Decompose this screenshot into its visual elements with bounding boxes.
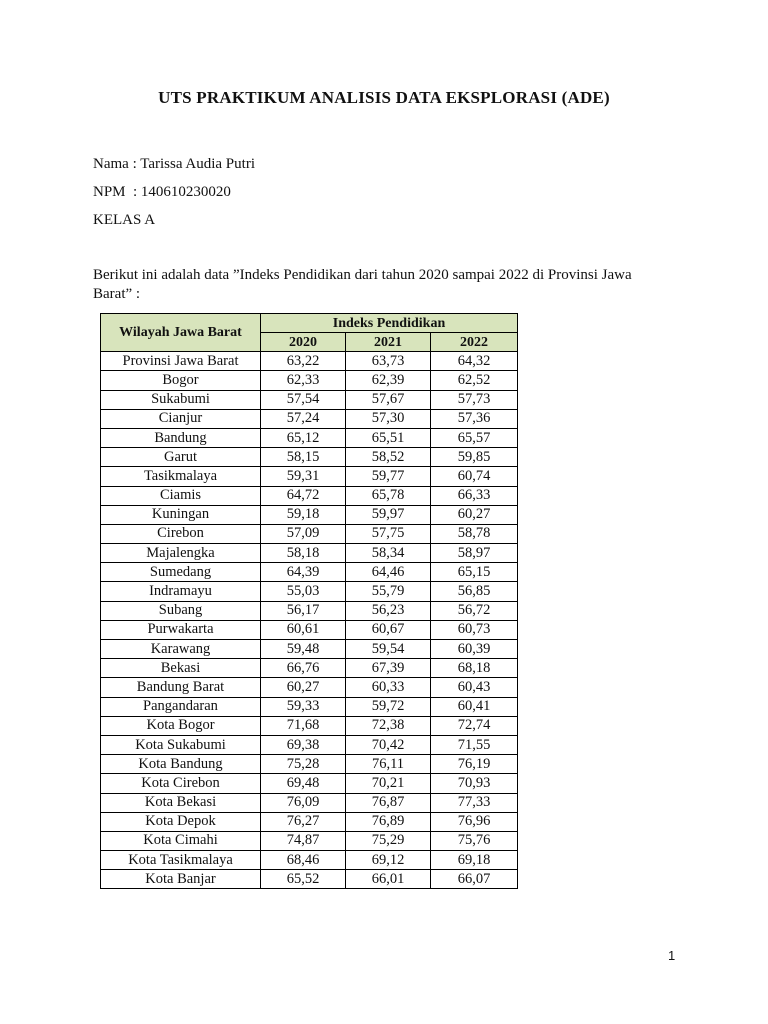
region-cell: Cianjur bbox=[101, 409, 261, 428]
value-cell: 68,46 bbox=[261, 851, 346, 870]
value-cell: 59,33 bbox=[261, 697, 346, 716]
value-cell: 69,48 bbox=[261, 774, 346, 793]
value-cell: 57,73 bbox=[431, 390, 518, 409]
value-cell: 59,97 bbox=[346, 505, 431, 524]
value-cell: 60,74 bbox=[431, 467, 518, 486]
table-row bbox=[101, 544, 518, 563]
table-row bbox=[101, 467, 518, 486]
value-cell: 55,03 bbox=[261, 582, 346, 601]
table-row bbox=[101, 486, 518, 505]
table-row bbox=[101, 524, 518, 543]
value-cell: 62,33 bbox=[261, 371, 346, 390]
table-row bbox=[101, 870, 518, 889]
region-column-header: Wilayah Jawa Barat bbox=[101, 314, 261, 352]
region-cell: Kota Cirebon bbox=[101, 774, 261, 793]
table-header-row bbox=[101, 314, 518, 333]
year-header-2022: 2022 bbox=[431, 333, 518, 352]
value-cell: 59,77 bbox=[346, 467, 431, 486]
value-cell: 64,32 bbox=[431, 352, 518, 371]
value-cell: 59,72 bbox=[346, 697, 431, 716]
value-cell: 75,76 bbox=[431, 831, 518, 850]
region-cell: Kota Sukabumi bbox=[101, 735, 261, 754]
value-cell: 77,33 bbox=[431, 793, 518, 812]
value-cell: 57,09 bbox=[261, 524, 346, 543]
student-name: Nama : Tarissa Audia Putri bbox=[93, 156, 255, 172]
value-cell: 60,61 bbox=[261, 620, 346, 639]
region-cell: Kota Bandung bbox=[101, 755, 261, 774]
value-cell: 60,67 bbox=[346, 620, 431, 639]
region-cell: Bogor bbox=[101, 371, 261, 390]
table-row bbox=[101, 505, 518, 524]
value-cell: 58,97 bbox=[431, 544, 518, 563]
region-cell: Kota Tasikmalaya bbox=[101, 851, 261, 870]
value-cell: 75,28 bbox=[261, 755, 346, 774]
value-cell: 65,15 bbox=[431, 563, 518, 582]
value-cell: 56,72 bbox=[431, 601, 518, 620]
value-cell: 65,52 bbox=[261, 870, 346, 889]
year-header-2021: 2021 bbox=[346, 333, 431, 352]
value-cell: 71,68 bbox=[261, 716, 346, 735]
value-cell: 56,23 bbox=[346, 601, 431, 620]
value-cell: 57,36 bbox=[431, 409, 518, 428]
page-number: 1 bbox=[668, 948, 676, 963]
region-cell: Kuningan bbox=[101, 505, 261, 524]
table-row bbox=[101, 601, 518, 620]
table-row bbox=[101, 831, 518, 850]
value-cell: 64,46 bbox=[346, 563, 431, 582]
value-cell: 69,18 bbox=[431, 851, 518, 870]
value-cell: 66,76 bbox=[261, 659, 346, 678]
value-cell: 65,78 bbox=[346, 486, 431, 505]
region-cell: Kota Bogor bbox=[101, 716, 261, 735]
table-row bbox=[101, 409, 518, 428]
value-cell: 76,09 bbox=[261, 793, 346, 812]
index-group-header: Indeks Pendidikan bbox=[261, 314, 518, 333]
education-index-table bbox=[100, 313, 518, 889]
region-cell: Cirebon bbox=[101, 524, 261, 543]
region-cell: Kota Banjar bbox=[101, 870, 261, 889]
value-cell: 63,73 bbox=[346, 352, 431, 371]
region-cell: Ciamis bbox=[101, 486, 261, 505]
value-cell: 66,33 bbox=[431, 486, 518, 505]
region-cell: Garut bbox=[101, 448, 261, 467]
table-row bbox=[101, 428, 518, 447]
value-cell: 69,38 bbox=[261, 735, 346, 754]
student-npm: NPM : 140610230020 bbox=[93, 184, 231, 200]
value-cell: 60,33 bbox=[346, 678, 431, 697]
value-cell: 57,75 bbox=[346, 524, 431, 543]
value-cell: 66,07 bbox=[431, 870, 518, 889]
value-cell: 64,72 bbox=[261, 486, 346, 505]
value-cell: 76,27 bbox=[261, 812, 346, 831]
value-cell: 60,73 bbox=[431, 620, 518, 639]
value-cell: 60,43 bbox=[431, 678, 518, 697]
region-cell: Bandung Barat bbox=[101, 678, 261, 697]
value-cell: 67,39 bbox=[346, 659, 431, 678]
region-cell: Provinsi Jawa Barat bbox=[101, 352, 261, 371]
value-cell: 55,79 bbox=[346, 582, 431, 601]
region-cell: Bandung bbox=[101, 428, 261, 447]
region-cell: Kota Depok bbox=[101, 812, 261, 831]
value-cell: 65,12 bbox=[261, 428, 346, 447]
table-row bbox=[101, 735, 518, 754]
region-cell: Tasikmalaya bbox=[101, 467, 261, 486]
table-row bbox=[101, 697, 518, 716]
year-header-2020: 2020 bbox=[261, 333, 346, 352]
value-cell: 70,42 bbox=[346, 735, 431, 754]
region-cell: Sumedang bbox=[101, 563, 261, 582]
value-cell: 59,48 bbox=[261, 640, 346, 659]
value-cell: 59,18 bbox=[261, 505, 346, 524]
region-cell: Kota Cimahi bbox=[101, 831, 261, 850]
table-row bbox=[101, 448, 518, 467]
value-cell: 71,55 bbox=[431, 735, 518, 754]
table-row bbox=[101, 774, 518, 793]
region-cell: Sukabumi bbox=[101, 390, 261, 409]
table-row bbox=[101, 678, 518, 697]
document-title: UTS PRAKTIKUM ANALISIS DATA EKSPLORASI (ADE) bbox=[158, 88, 610, 107]
value-cell: 58,18 bbox=[261, 544, 346, 563]
value-cell: 62,39 bbox=[346, 371, 431, 390]
value-cell: 57,67 bbox=[346, 390, 431, 409]
region-cell: Subang bbox=[101, 601, 261, 620]
intro-paragraph: Berikut ini adalah data ”Indeks Pendidikan dari tahun 2020 sampai 2022 di Provinsi Jawa Barat” : bbox=[93, 267, 632, 302]
table-row bbox=[101, 371, 518, 390]
table-row bbox=[101, 659, 518, 678]
value-cell: 76,89 bbox=[346, 812, 431, 831]
region-cell: Purwakarta bbox=[101, 620, 261, 639]
table-row bbox=[101, 640, 518, 659]
value-cell: 70,21 bbox=[346, 774, 431, 793]
student-class: KELAS A bbox=[93, 212, 156, 228]
value-cell: 76,96 bbox=[431, 812, 518, 831]
value-cell: 69,12 bbox=[346, 851, 431, 870]
value-cell: 57,30 bbox=[346, 409, 431, 428]
table-row bbox=[101, 563, 518, 582]
value-cell: 59,85 bbox=[431, 448, 518, 467]
value-cell: 59,31 bbox=[261, 467, 346, 486]
table-row bbox=[101, 620, 518, 639]
value-cell: 60,39 bbox=[431, 640, 518, 659]
value-cell: 72,74 bbox=[431, 716, 518, 735]
value-cell: 63,22 bbox=[261, 352, 346, 371]
value-cell: 65,51 bbox=[346, 428, 431, 447]
table-row bbox=[101, 755, 518, 774]
region-cell: Karawang bbox=[101, 640, 261, 659]
region-cell: Pangandaran bbox=[101, 697, 261, 716]
value-cell: 58,78 bbox=[431, 524, 518, 543]
value-cell: 56,17 bbox=[261, 601, 346, 620]
table-row bbox=[101, 582, 518, 601]
value-cell: 59,54 bbox=[346, 640, 431, 659]
value-cell: 60,41 bbox=[431, 697, 518, 716]
value-cell: 76,11 bbox=[346, 755, 431, 774]
region-cell: Kota Bekasi bbox=[101, 793, 261, 812]
table-row bbox=[101, 352, 518, 371]
value-cell: 75,29 bbox=[346, 831, 431, 850]
value-cell: 68,18 bbox=[431, 659, 518, 678]
table-row bbox=[101, 793, 518, 812]
value-cell: 72,38 bbox=[346, 716, 431, 735]
table-row bbox=[101, 851, 518, 870]
table-row bbox=[101, 812, 518, 831]
value-cell: 74,87 bbox=[261, 831, 346, 850]
region-cell: Indramayu bbox=[101, 582, 261, 601]
table-row bbox=[101, 390, 518, 409]
table-row bbox=[101, 716, 518, 735]
value-cell: 60,27 bbox=[431, 505, 518, 524]
region-cell: Majalengka bbox=[101, 544, 261, 563]
value-cell: 57,24 bbox=[261, 409, 346, 428]
value-cell: 65,57 bbox=[431, 428, 518, 447]
value-cell: 62,52 bbox=[431, 371, 518, 390]
value-cell: 58,15 bbox=[261, 448, 346, 467]
value-cell: 76,87 bbox=[346, 793, 431, 812]
value-cell: 70,93 bbox=[431, 774, 518, 793]
value-cell: 58,52 bbox=[346, 448, 431, 467]
value-cell: 64,39 bbox=[261, 563, 346, 582]
value-cell: 60,27 bbox=[261, 678, 346, 697]
value-cell: 56,85 bbox=[431, 582, 518, 601]
region-cell: Bekasi bbox=[101, 659, 261, 678]
value-cell: 76,19 bbox=[431, 755, 518, 774]
value-cell: 66,01 bbox=[346, 870, 431, 889]
table-body bbox=[101, 352, 518, 889]
value-cell: 58,34 bbox=[346, 544, 431, 563]
value-cell: 57,54 bbox=[261, 390, 346, 409]
